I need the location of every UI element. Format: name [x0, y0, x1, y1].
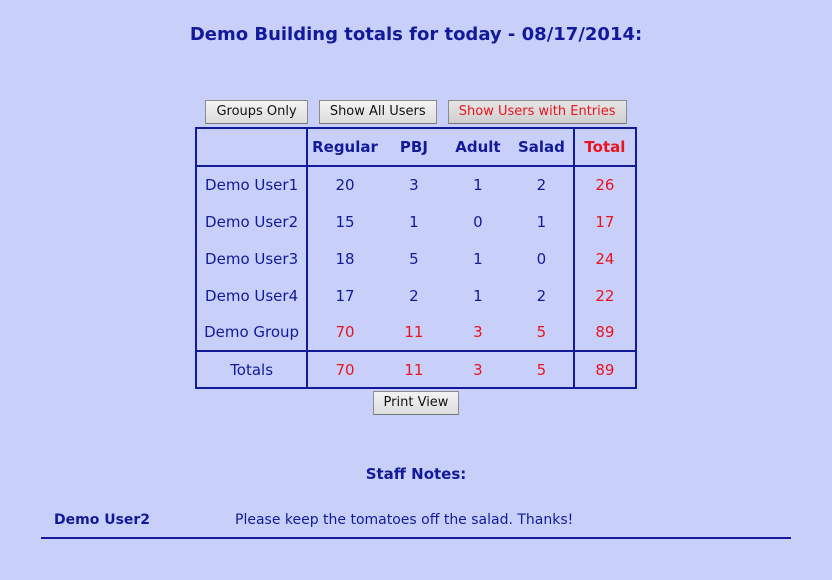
header-pbj: PBJ	[399, 138, 428, 156]
adult-cell: 1	[473, 286, 483, 305]
user-name-cell: Demo User4	[196, 277, 307, 314]
page-title: Demo Building totals for today - 08/17/2014:	[189, 24, 643, 45]
regular-cell: 17	[335, 286, 355, 305]
total-cell: 22	[574, 277, 636, 314]
view-toolbar	[0, 100, 832, 124]
totals-row	[196, 351, 636, 388]
salad-cell: 2	[536, 176, 547, 194]
salad-cell: 0	[536, 249, 547, 268]
total-cell: 17	[574, 203, 636, 240]
total-cell: 89	[574, 314, 636, 351]
pbj-cell: 2	[409, 286, 419, 305]
user-name-cell: Demo User3	[196, 240, 307, 277]
adult-cell: 1	[473, 176, 483, 194]
adult-cell: 0	[473, 212, 483, 231]
show-all-users-button[interactable]: Show All Users	[319, 100, 437, 124]
bottom-divider	[41, 537, 791, 539]
note-text: Please keep the tomatoes off the salad. Thanks!	[235, 512, 574, 528]
salad-cell: 5	[536, 323, 547, 341]
header-total: Total	[574, 128, 636, 166]
total-cell: 24	[574, 240, 636, 277]
regular-cell: 15	[335, 212, 355, 231]
user-name-cell: Demo User1	[196, 166, 307, 203]
total-cell: 26	[574, 166, 636, 203]
note-author: Demo User2	[54, 512, 151, 528]
table-row	[196, 166, 636, 203]
salad-cell: 1	[536, 212, 547, 231]
totals-pbj-cell: 11	[404, 360, 424, 379]
salad-cell: 2	[536, 286, 547, 305]
totals-salad-cell: 5	[536, 360, 547, 379]
table-row	[196, 203, 636, 240]
table-row-group	[196, 314, 636, 351]
totals-table	[195, 127, 637, 389]
print-view-button[interactable]: Print View	[373, 391, 460, 415]
totals-total-cell: 89	[574, 351, 636, 388]
print-row	[0, 391, 832, 415]
totals-label-cell: Totals	[196, 351, 307, 388]
totals-regular-cell: 70	[335, 360, 355, 379]
table-row	[196, 277, 636, 314]
pbj-cell: 5	[409, 249, 419, 268]
table-header-row	[196, 128, 636, 166]
group-name-cell: Demo Group	[196, 314, 307, 351]
header-name	[196, 128, 307, 166]
header-regular: Regular	[312, 138, 378, 156]
adult-cell: 3	[473, 323, 483, 341]
regular-cell: 18	[335, 249, 355, 268]
regular-cell: 70	[335, 323, 355, 341]
pbj-cell: 11	[404, 323, 424, 341]
totals-adult-cell: 3	[473, 360, 483, 379]
groups-only-button[interactable]: Groups Only	[205, 100, 307, 124]
pbj-cell: 1	[409, 212, 419, 231]
adult-cell: 1	[473, 249, 483, 268]
table-row	[196, 240, 636, 277]
header-adult: Adult	[455, 138, 501, 156]
header-salad: Salad	[517, 138, 565, 156]
staff-notes-heading: Staff Notes:	[365, 465, 467, 483]
pbj-cell: 3	[409, 176, 419, 194]
user-name-cell: Demo User2	[196, 203, 307, 240]
show-users-with-entries-button[interactable]: Show Users with Entries	[448, 100, 627, 124]
staff-note-row	[41, 512, 791, 528]
regular-cell: 20	[335, 176, 355, 194]
